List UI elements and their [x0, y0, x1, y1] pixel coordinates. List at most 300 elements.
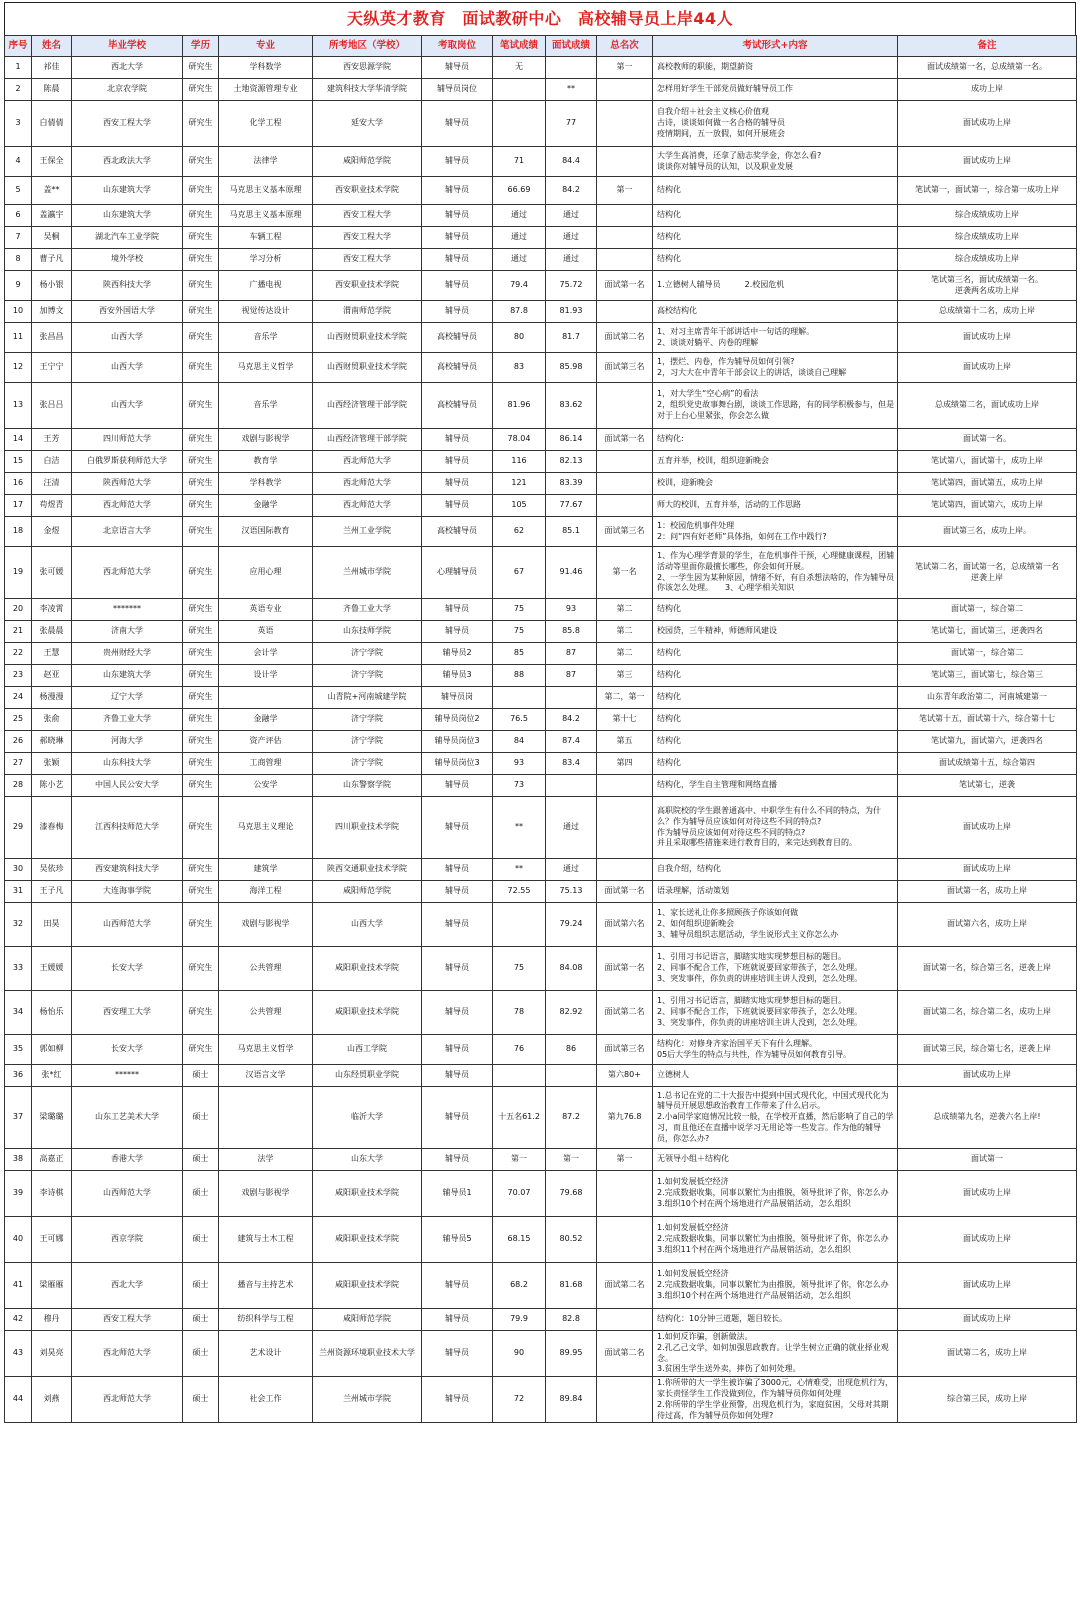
- cell-name: 王芳: [32, 429, 72, 451]
- cell-interview-score: 75.72: [546, 271, 597, 301]
- cell-rank: 第十七: [597, 709, 653, 731]
- cell-rank: 第六80+: [597, 1065, 653, 1087]
- cell-degree: 研究生: [183, 753, 219, 775]
- table-row: [5, 1377, 1077, 1423]
- cell-interview-score: [546, 1065, 597, 1087]
- cell-degree: 研究生: [183, 1035, 219, 1065]
- cell-rank: 面试第三名: [597, 353, 653, 383]
- cell-interview-score: 87.4: [546, 731, 597, 753]
- cell-index: 43: [5, 1331, 32, 1377]
- cell-interview-score: 77.67: [546, 495, 597, 517]
- cell-rank: 第五: [597, 731, 653, 753]
- cell-rank: [597, 383, 653, 429]
- cell-rank: [597, 473, 653, 495]
- table-row: [5, 301, 1077, 323]
- cell-note: 笔试第十五，面试第十六，综合第十七: [898, 709, 1077, 731]
- cell-interview-score: 85.8: [546, 621, 597, 643]
- cell-content: 结构化: [653, 249, 898, 271]
- cell-school: 山东建筑大学: [72, 177, 183, 205]
- cell-name: 加博文: [32, 301, 72, 323]
- cell-target: 山东警察学院: [313, 775, 422, 797]
- cell-note: 面试成功上岸: [898, 1217, 1077, 1263]
- cell-school: 西安工程大学: [72, 1309, 183, 1331]
- cell-name: 田昊: [32, 903, 72, 947]
- cell-school: 北京农学院: [72, 79, 183, 101]
- cell-major: 建筑与土木工程: [219, 1217, 313, 1263]
- table-row: [5, 643, 1077, 665]
- cell-school: 齐鲁工业大学: [72, 709, 183, 731]
- cell-rank: 面试第二名: [597, 323, 653, 353]
- cell-index: 29: [5, 797, 32, 859]
- cell-index: 25: [5, 709, 32, 731]
- cell-note: 笔试第九，面试第六，逆袭四名: [898, 731, 1077, 753]
- cell-written-score: 通过: [493, 227, 546, 249]
- cell-target: 咸阳职业技术学院: [313, 1171, 422, 1217]
- cell-name: 赵亚: [32, 665, 72, 687]
- cell-name: 漆春梅: [32, 797, 72, 859]
- cell-rank: 第一: [597, 1149, 653, 1171]
- cell-post: 辅导员: [422, 881, 493, 903]
- cell-degree: 研究生: [183, 687, 219, 709]
- table-row: [5, 429, 1077, 451]
- cell-target: 山东大学: [313, 1149, 422, 1171]
- cell-index: 12: [5, 353, 32, 383]
- cell-target: 西安工程大学: [313, 227, 422, 249]
- cell-major: 英语: [219, 621, 313, 643]
- cell-rank: [597, 1171, 653, 1217]
- cell-interview-score: [546, 687, 597, 709]
- table-row: [5, 881, 1077, 903]
- table-row: [5, 903, 1077, 947]
- cell-rank: 第三: [597, 665, 653, 687]
- header-cell: 面试成绩: [546, 36, 597, 57]
- cell-index: 22: [5, 643, 32, 665]
- header-cell: 所考地区（学校）: [313, 36, 422, 57]
- cell-interview-score: 79.68: [546, 1171, 597, 1217]
- cell-content: 师大的校训，五育并举，活动的工作思路: [653, 495, 898, 517]
- cell-degree: 硕士: [183, 1377, 219, 1423]
- cell-degree: 研究生: [183, 731, 219, 753]
- cell-major: 车辆工程: [219, 227, 313, 249]
- cell-degree: 研究生: [183, 353, 219, 383]
- cell-degree: 研究生: [183, 473, 219, 495]
- cell-written-score: 75: [493, 621, 546, 643]
- cell-index: 19: [5, 547, 32, 599]
- cell-post: 辅导员: [422, 147, 493, 177]
- table-row: [5, 709, 1077, 731]
- cell-note: 笔试第二名，面试第一名，总成绩第一名 逆袭上岸: [898, 547, 1077, 599]
- table-row: [5, 101, 1077, 147]
- cell-written-score: 通过: [493, 205, 546, 227]
- cell-target: 济宁学院: [313, 665, 422, 687]
- cell-written-score: 78: [493, 991, 546, 1035]
- cell-name: 王媛媛: [32, 947, 72, 991]
- cell-interview-score: 第一: [546, 1149, 597, 1171]
- table-row: [5, 353, 1077, 383]
- cell-target: 山东经贸职业学院: [313, 1065, 422, 1087]
- cell-interview-score: **: [546, 79, 597, 101]
- cell-target: 咸阳师范学院: [313, 1309, 422, 1331]
- cell-content: 结构化: [653, 665, 898, 687]
- header-row: [5, 36, 1077, 57]
- cell-rank: 第二: [597, 643, 653, 665]
- cell-school: 西北大学: [72, 1263, 183, 1309]
- cell-target: 山西经济管理干部学院: [313, 429, 422, 451]
- cell-content: 1、家长送礼让你多照顾孩子你该如何做 2、如何组织迎新晚会 3、辅导员组织志愿活动，学生说形式主义你怎么办: [653, 903, 898, 947]
- cell-content: 结构化：10分钟三道题，题目较长。: [653, 1309, 898, 1331]
- cell-school: 江西科技师范大学: [72, 797, 183, 859]
- cell-written-score: 75: [493, 947, 546, 991]
- cell-written-score: 75: [493, 599, 546, 621]
- cell-target: 四川职业技术学院: [313, 797, 422, 859]
- cell-degree: 研究生: [183, 451, 219, 473]
- cell-major: 公共管理: [219, 991, 313, 1035]
- cell-post: 辅导员: [422, 947, 493, 991]
- cell-target: 西北师范大学: [313, 451, 422, 473]
- cell-school: 大连海事学院: [72, 881, 183, 903]
- cell-degree: 硕士: [183, 1263, 219, 1309]
- cell-degree: 研究生: [183, 227, 219, 249]
- cell-index: 32: [5, 903, 32, 947]
- cell-major: 建筑学: [219, 859, 313, 881]
- cell-note: 面试成功上岸: [898, 797, 1077, 859]
- cell-index: 5: [5, 177, 32, 205]
- cell-post: 辅导员: [422, 1309, 493, 1331]
- cell-content: 结构化: [653, 709, 898, 731]
- cell-content: 1、引用习书记语言，脚踏实地实现梦想目标的题目。 2、同事不配合工作，下班就说要回家带孩子，怎么处理。 3、突发事件，你负责的讲座培训主讲人没到，怎么处理。: [653, 947, 898, 991]
- cell-post: 辅导员: [422, 177, 493, 205]
- cell-major: 纺织科学与工程: [219, 1309, 313, 1331]
- cell-degree: 研究生: [183, 101, 219, 147]
- cell-interview-score: 86.14: [546, 429, 597, 451]
- cell-content: 自我介绍＋社会主义核心价值观 古诗，谈谈如何做一名合格的辅导员 疫情期间，五一放假，如何开展班会: [653, 101, 898, 147]
- cell-degree: 硕士: [183, 1087, 219, 1149]
- cell-note: 笔试第四，面试第六，成功上岸: [898, 495, 1077, 517]
- cell-rank: 第一名: [597, 547, 653, 599]
- cell-major: 土地资源管理专业: [219, 79, 313, 101]
- cell-note: 面试成绩第一名，总成绩第一名。: [898, 57, 1077, 79]
- cell-rank: [597, 79, 653, 101]
- cell-school: 长安大学: [72, 1035, 183, 1065]
- cell-index: 38: [5, 1149, 32, 1171]
- cell-post: 辅导员: [422, 271, 493, 301]
- cell-index: 17: [5, 495, 32, 517]
- cell-written-score: 76: [493, 1035, 546, 1065]
- spreadsheet: [4, 2, 1076, 1423]
- cell-major: 音乐学: [219, 323, 313, 353]
- cell-index: 34: [5, 991, 32, 1035]
- cell-rank: [597, 101, 653, 147]
- cell-written-score: 90: [493, 1331, 546, 1377]
- cell-post: 辅导员: [422, 599, 493, 621]
- cell-target: 西安工程大学: [313, 205, 422, 227]
- cell-post: 辅导员: [422, 1035, 493, 1065]
- cell-content: 高校结构化: [653, 301, 898, 323]
- cell-name: 张吕吕: [32, 383, 72, 429]
- cell-degree: 研究生: [183, 429, 219, 451]
- cell-post: 辅导员: [422, 205, 493, 227]
- cell-index: 7: [5, 227, 32, 249]
- cell-note: 面试成功上岸: [898, 147, 1077, 177]
- cell-rank: [597, 775, 653, 797]
- cell-index: 35: [5, 1035, 32, 1065]
- cell-index: 3: [5, 101, 32, 147]
- cell-interview-score: 83.4: [546, 753, 597, 775]
- cell-post: 辅导员: [422, 859, 493, 881]
- cell-school: 辽宁大学: [72, 687, 183, 709]
- cell-index: 10: [5, 301, 32, 323]
- cell-degree: 研究生: [183, 517, 219, 547]
- cell-interview-score: 89.95: [546, 1331, 597, 1377]
- header-cell: 备注: [898, 36, 1077, 57]
- cell-interview-score: 84.2: [546, 709, 597, 731]
- cell-note: 面试第一，综合第二: [898, 599, 1077, 621]
- cell-target: 济宁学院: [313, 731, 422, 753]
- cell-note: 笔试第八，面试第十，成功上岸: [898, 451, 1077, 473]
- cell-content: 结构化: [653, 643, 898, 665]
- cell-major: 应用心理: [219, 547, 313, 599]
- cell-major: 公安学: [219, 775, 313, 797]
- cell-school: ******: [72, 1065, 183, 1087]
- cell-note: 面试第二名，成功上岸: [898, 1331, 1077, 1377]
- cell-interview-score: 84.4: [546, 147, 597, 177]
- cell-note: 面试第一，综合第二: [898, 643, 1077, 665]
- cell-content: 结构化，学生自主管理和网络直播: [653, 775, 898, 797]
- table-row: [5, 621, 1077, 643]
- cell-school: 西安理工大学: [72, 991, 183, 1035]
- cell-degree: 研究生: [183, 621, 219, 643]
- cell-written-score: 70.07: [493, 1171, 546, 1217]
- cell-degree: 硕士: [183, 1331, 219, 1377]
- cell-content: 五育并举，校训，组织迎新晚会: [653, 451, 898, 473]
- cell-school: 西安外国语大学: [72, 301, 183, 323]
- cell-written-score: 十五名61.2: [493, 1087, 546, 1149]
- cell-degree: 研究生: [183, 881, 219, 903]
- cell-written-score: 无: [493, 57, 546, 79]
- cell-target: 山青院+河南城建学院: [313, 687, 422, 709]
- cell-rank: 第二，第一: [597, 687, 653, 709]
- cell-major: 资产评估: [219, 731, 313, 753]
- cell-note: 笔试第三，面试第七，综合第三: [898, 665, 1077, 687]
- cell-major: 马克思主义哲学: [219, 1035, 313, 1065]
- cell-name: 张晨晨: [32, 621, 72, 643]
- cell-name: 刘燕: [32, 1377, 72, 1423]
- cell-rank: 第一: [597, 57, 653, 79]
- cell-content: 1.你所带的大一学生被诈骗了3000元，心情难受，出现危机行为，家长责怪学生工作没做到位，作为辅导员你如何处理 2.你所带的学生学业预警，出现危机行为，家庭贫困，父母对其期待过高，作为辅导员你如何处理?: [653, 1377, 898, 1423]
- cell-note: 山东青年政治第二，河南城建第一: [898, 687, 1077, 709]
- cell-degree: 研究生: [183, 271, 219, 301]
- cell-name: 苟煜青: [32, 495, 72, 517]
- cell-target: 济宁学院: [313, 709, 422, 731]
- cell-note: 面试第一名。: [898, 429, 1077, 451]
- cell-content: 高职院校的学生跟普通高中、中职学生有什么不同的特点，为什么？作为辅导员应该如何对待这些不同的特点? 作为辅导员应该如何对待这些不同的特点? 并且采取哪些措施来进行教育目的，来完达到教育目的。: [653, 797, 898, 859]
- cell-school: 西北大学: [72, 57, 183, 79]
- cell-interview-score: 81.68: [546, 1263, 597, 1309]
- cell-post: 辅导员: [422, 903, 493, 947]
- table-row: [5, 517, 1077, 547]
- cell-written-score: 79.9: [493, 1309, 546, 1331]
- cell-target: 延安大学: [313, 101, 422, 147]
- cell-note: 面试第六名，成功上岸: [898, 903, 1077, 947]
- cell-written-score: [493, 687, 546, 709]
- cell-written-score: 通过: [493, 249, 546, 271]
- cell-name: 吴依珍: [32, 859, 72, 881]
- cell-target: 西安思源学院: [313, 57, 422, 79]
- cell-interview-score: 91.46: [546, 547, 597, 599]
- table-row: [5, 1065, 1077, 1087]
- cell-name: 王子凡: [32, 881, 72, 903]
- cell-index: 16: [5, 473, 32, 495]
- cell-index: 33: [5, 947, 32, 991]
- cell-post: 辅导员: [422, 101, 493, 147]
- cell-index: 18: [5, 517, 32, 547]
- cell-target: 山西财贸职业技术学院: [313, 323, 422, 353]
- cell-name: 张俞: [32, 709, 72, 731]
- cell-school: 西北师范大学: [72, 1331, 183, 1377]
- cell-rank: 第一: [597, 177, 653, 205]
- cell-rank: [597, 301, 653, 323]
- cell-content: 大学生高消费，还拿了励志奖学金，你怎么看? 谈谈你对辅导员的认知，以及职业发展: [653, 147, 898, 177]
- cell-note: 综合成绩成功上岸: [898, 249, 1077, 271]
- cell-note: 面试成功上岸: [898, 1065, 1077, 1087]
- cell-post: 辅导员: [422, 451, 493, 473]
- cell-target: 西安工程大学: [313, 249, 422, 271]
- cell-post: 辅导员1: [422, 1171, 493, 1217]
- cell-rank: 面试第三名: [597, 1035, 653, 1065]
- cell-index: 9: [5, 271, 32, 301]
- cell-written-score: [493, 903, 546, 947]
- cell-degree: 研究生: [183, 775, 219, 797]
- cell-index: 31: [5, 881, 32, 903]
- header-cell: 考取岗位: [422, 36, 493, 57]
- cell-major: 马克思主义理论: [219, 797, 313, 859]
- cell-interview-score: 79.24: [546, 903, 597, 947]
- cell-degree: 研究生: [183, 147, 219, 177]
- cell-degree: 研究生: [183, 57, 219, 79]
- cell-name: 杨怡乐: [32, 991, 72, 1035]
- cell-written-score: 105: [493, 495, 546, 517]
- cell-content: 语录理解，活动策划: [653, 881, 898, 903]
- cell-target: 山东技师学院: [313, 621, 422, 643]
- cell-post: 辅导员岗: [422, 687, 493, 709]
- table-row: [5, 1331, 1077, 1377]
- cell-degree: 研究生: [183, 991, 219, 1035]
- cell-content: 1、对习主席青年干部讲话中一句话的理解。 2、谈谈对躺平、内卷的理解: [653, 323, 898, 353]
- cell-written-score: 72.55: [493, 881, 546, 903]
- cell-major: 金融学: [219, 495, 313, 517]
- cell-interview-score: 83.62: [546, 383, 597, 429]
- cell-school: 山东建筑大学: [72, 665, 183, 687]
- cell-content: 1.总书记在党的二十大报告中提到中国式现代化，中国式现代化为辅导员开展思想政治教育工作带来了什么启示。 2.小a同学家庭情况比较一般，在学校开直播，然后影响了自己的学习，而且他还在直播中说学习无用论等一些发言。作为他的辅导员，你怎么办?: [653, 1087, 898, 1149]
- cell-index: 15: [5, 451, 32, 473]
- cell-school: 西北师范大学: [72, 547, 183, 599]
- cell-school: 境外学校: [72, 249, 183, 271]
- table-row: [5, 753, 1077, 775]
- results-table: [4, 35, 1077, 1423]
- cell-major: 设计学: [219, 665, 313, 687]
- header-cell: 序号: [5, 36, 32, 57]
- cell-written-score: 76.5: [493, 709, 546, 731]
- cell-content: 1、引用习书记语言，脚踏实地实现梦想目标的题目。 2、同事不配合工作，下班就说要回家带孩子，怎么处理。 3、突发事件，你负责的讲座培训主讲人没到，怎么处理。: [653, 991, 898, 1035]
- cell-major: 汉语言文学: [219, 1065, 313, 1087]
- cell-rank: 面试第一名: [597, 947, 653, 991]
- cell-post: 辅导员: [422, 249, 493, 271]
- cell-note: 面试第三民，综合第七名，逆袭上岸: [898, 1035, 1077, 1065]
- cell-content: 结构化: [653, 753, 898, 775]
- cell-major: 音乐学: [219, 383, 313, 429]
- table-row: [5, 249, 1077, 271]
- cell-written-score: [493, 79, 546, 101]
- table-row: [5, 991, 1077, 1035]
- cell-school: 白俄罗斯获利师范大学: [72, 451, 183, 473]
- cell-interview-score: 86: [546, 1035, 597, 1065]
- cell-target: 山西财贸职业技术学院: [313, 353, 422, 383]
- cell-name: 陈晨: [32, 79, 72, 101]
- cell-major: 化学工程: [219, 101, 313, 147]
- cell-rank: 第二: [597, 621, 653, 643]
- cell-major: 马克思主义基本原理: [219, 205, 313, 227]
- cell-major: 金融学: [219, 709, 313, 731]
- cell-target: 渭南师范学院: [313, 301, 422, 323]
- table-row: [5, 947, 1077, 991]
- cell-interview-score: 77: [546, 101, 597, 147]
- cell-post: 辅导员: [422, 1065, 493, 1087]
- cell-school: 湖北汽车工业学院: [72, 227, 183, 249]
- cell-degree: 研究生: [183, 79, 219, 101]
- cell-rank: 第四: [597, 753, 653, 775]
- cell-note: 笔试第七，面试第三，逆袭四名: [898, 621, 1077, 643]
- cell-post: 辅导员: [422, 991, 493, 1035]
- cell-written-score: 68.2: [493, 1263, 546, 1309]
- cell-content: 结构化:: [653, 429, 898, 451]
- cell-interview-score: 82.8: [546, 1309, 597, 1331]
- cell-index: 4: [5, 147, 32, 177]
- cell-major: 工商管理: [219, 753, 313, 775]
- cell-name: 郝晓琳: [32, 731, 72, 753]
- cell-rank: [597, 249, 653, 271]
- cell-content: 1.如何发展低空经济 2.完成数据收集，同事以繁忙为由推脱，领导批评了你，你怎么办 3.组织10个村在两个场地进行产品展销活动，怎么组织: [653, 1263, 898, 1309]
- cell-major: 广播电视: [219, 271, 313, 301]
- cell-index: 21: [5, 621, 32, 643]
- cell-interview-score: 87: [546, 643, 597, 665]
- cell-note: 面试成功上岸: [898, 859, 1077, 881]
- cell-written-score: [493, 1065, 546, 1087]
- cell-major: 戏剧与影视学: [219, 903, 313, 947]
- cell-major: 视觉传达设计: [219, 301, 313, 323]
- cell-written-score: 85: [493, 643, 546, 665]
- cell-post: 辅导员5: [422, 1217, 493, 1263]
- cell-index: 11: [5, 323, 32, 353]
- cell-school: 贵州财经大学: [72, 643, 183, 665]
- cell-note: 面试成功上岸: [898, 1263, 1077, 1309]
- cell-major: [219, 1087, 313, 1149]
- cell-degree: 研究生: [183, 947, 219, 991]
- sheet-title: 天纵英才教育 面试教研中心 高校辅导员上岸44人: [4, 2, 1076, 35]
- cell-name: 白洁: [32, 451, 72, 473]
- cell-note: 面试第一: [898, 1149, 1077, 1171]
- cell-school: 山西大学: [72, 323, 183, 353]
- cell-degree: 研究生: [183, 643, 219, 665]
- cell-post: 辅导员岗位2: [422, 709, 493, 731]
- table-row: [5, 1217, 1077, 1263]
- cell-note: 面试成功上岸: [898, 101, 1077, 147]
- cell-rank: 面试第一名: [597, 271, 653, 301]
- cell-school: *******: [72, 599, 183, 621]
- cell-post: 辅导员: [422, 775, 493, 797]
- cell-interview-score: [546, 57, 597, 79]
- header-cell: 学历: [183, 36, 219, 57]
- cell-written-score: 73: [493, 775, 546, 797]
